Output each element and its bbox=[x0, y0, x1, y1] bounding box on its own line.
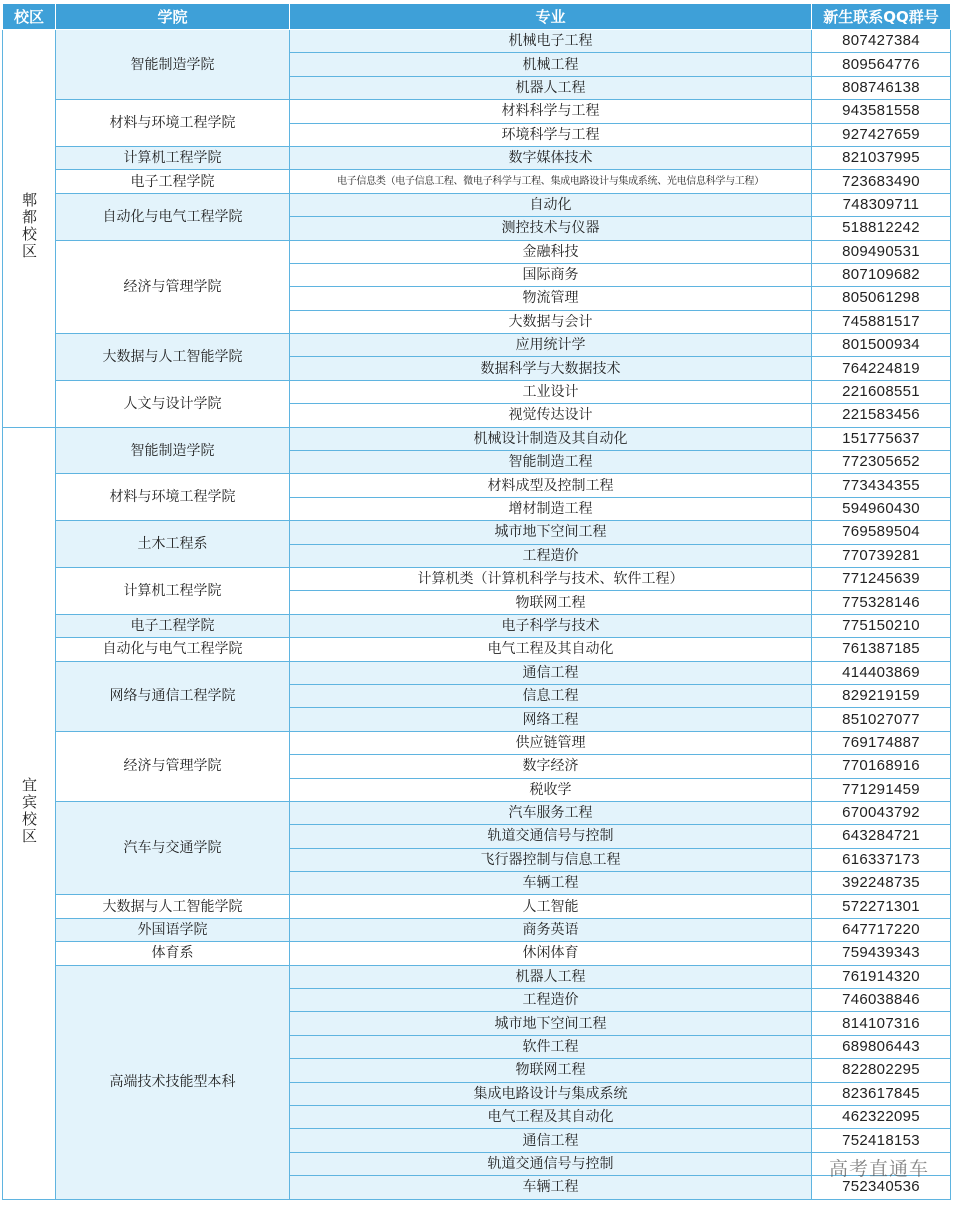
school-name: 自动化与电气工程学院 bbox=[56, 638, 290, 661]
qq-group-number: 392248735 bbox=[812, 872, 951, 895]
qq-group-number: 723683490 bbox=[812, 170, 951, 193]
major-name: 税收学 bbox=[290, 778, 812, 801]
qq-group-number: 764224819 bbox=[812, 357, 951, 380]
school-name: 材料与环境工程学院 bbox=[56, 100, 290, 147]
qq-group-number: 745881517 bbox=[812, 310, 951, 333]
qq-group-number: 572271301 bbox=[812, 895, 951, 918]
school-name: 土木工程系 bbox=[56, 521, 290, 568]
major-name: 软件工程 bbox=[290, 1035, 812, 1058]
qq-group-number: 769589504 bbox=[812, 521, 951, 544]
school-name: 智能制造学院 bbox=[56, 30, 290, 100]
major-name: 轨道交通信号与控制 bbox=[290, 825, 812, 848]
major-name: 环境科学与工程 bbox=[290, 123, 812, 146]
major-name: 商务英语 bbox=[290, 918, 812, 941]
major-name: 信息工程 bbox=[290, 684, 812, 707]
major-name: 数据科学与大数据技术 bbox=[290, 357, 812, 380]
major-name: 集成电路设计与集成系统 bbox=[290, 1082, 812, 1105]
qq-group-number: 822802295 bbox=[812, 1059, 951, 1082]
qq-group-number: 748309711 bbox=[812, 193, 951, 216]
major-name: 金融科技 bbox=[290, 240, 812, 263]
school-name: 大数据与人工智能学院 bbox=[56, 334, 290, 381]
school-name: 汽车与交通学院 bbox=[56, 801, 290, 895]
major-name: 城市地下空间工程 bbox=[290, 521, 812, 544]
qq-group-number: 821037995 bbox=[812, 146, 951, 169]
major-name: 车辆工程 bbox=[290, 1176, 812, 1199]
school-name: 电子工程学院 bbox=[56, 614, 290, 637]
qq-group-number: 221583456 bbox=[812, 404, 951, 427]
table-row bbox=[3, 942, 951, 965]
qq-group-number: 775150210 bbox=[812, 614, 951, 637]
major-name: 电气工程及其自动化 bbox=[290, 1105, 812, 1128]
major-name: 车辆工程 bbox=[290, 872, 812, 895]
table-row bbox=[3, 193, 951, 216]
school-name: 自动化与电气工程学院 bbox=[56, 193, 290, 240]
table-body bbox=[3, 30, 951, 1200]
qq-group-number: 761914320 bbox=[812, 965, 951, 988]
qq-group-number: 221608551 bbox=[812, 380, 951, 403]
qq-group-number: 462322095 bbox=[812, 1105, 951, 1128]
qq-group-number: 752418153 bbox=[812, 1129, 951, 1152]
table-row bbox=[3, 170, 951, 193]
table-row bbox=[3, 918, 951, 941]
major-name: 物流管理 bbox=[290, 287, 812, 310]
major-name: 物联网工程 bbox=[290, 1059, 812, 1082]
school-name: 计算机工程学院 bbox=[56, 146, 290, 169]
major-name: 物联网工程 bbox=[290, 591, 812, 614]
major-name: 自动化 bbox=[290, 193, 812, 216]
major-name: 人工智能 bbox=[290, 895, 812, 918]
qq-group-number: 752340536 bbox=[812, 1176, 951, 1199]
table-row bbox=[3, 614, 951, 637]
major-name: 通信工程 bbox=[290, 1129, 812, 1152]
watermark: 高考直通车 bbox=[828, 1158, 929, 1180]
qq-group-number: 807427384 bbox=[812, 30, 951, 53]
qq-group-number: 807109682 bbox=[812, 263, 951, 286]
campus-cell bbox=[3, 30, 56, 428]
major-name: 机器人工程 bbox=[290, 965, 812, 988]
major-name: 机器人工程 bbox=[290, 76, 812, 99]
major-name: 供应链管理 bbox=[290, 731, 812, 754]
table-row bbox=[3, 661, 951, 684]
school-name: 经济与管理学院 bbox=[56, 240, 290, 334]
major-name: 应用统计学 bbox=[290, 334, 812, 357]
major-name: 材料成型及控制工程 bbox=[290, 474, 812, 497]
qq-group-number: 805061298 bbox=[812, 287, 951, 310]
school-name: 经济与管理学院 bbox=[56, 731, 290, 801]
qq-group-number: 518812242 bbox=[812, 217, 951, 240]
school-name: 智能制造学院 bbox=[56, 427, 290, 474]
major-name: 电气工程及其自动化 bbox=[290, 638, 812, 661]
qq-group-number: 801500934 bbox=[812, 334, 951, 357]
table-row bbox=[3, 30, 951, 53]
qq-group-number: 151775637 bbox=[812, 427, 951, 450]
major-name: 测控技术与仪器 bbox=[290, 217, 812, 240]
qq-group-number: 771245639 bbox=[812, 567, 951, 590]
major-name: 轨道交通信号与控制 bbox=[290, 1152, 812, 1175]
school-name: 电子工程学院 bbox=[56, 170, 290, 193]
table-row bbox=[3, 567, 951, 590]
qq-group-number: 643284721 bbox=[812, 825, 951, 848]
qq-group-number: 808746138 bbox=[812, 76, 951, 99]
header-campus: 校区 bbox=[3, 4, 56, 30]
major-name: 工程造价 bbox=[290, 544, 812, 567]
qq-group-number: 594960430 bbox=[812, 497, 951, 520]
qq-group-number: 746038846 bbox=[812, 989, 951, 1012]
school-name: 外国语学院 bbox=[56, 918, 290, 941]
qq-group-number: 851027077 bbox=[812, 708, 951, 731]
major-name: 国际商务 bbox=[290, 263, 812, 286]
major-name: 工业设计 bbox=[290, 380, 812, 403]
qq-group-number: 809564776 bbox=[812, 53, 951, 76]
qq-group-number: 770168916 bbox=[812, 755, 951, 778]
major-name: 汽车服务工程 bbox=[290, 801, 812, 824]
school-name: 计算机工程学院 bbox=[56, 567, 290, 614]
major-name: 机械工程 bbox=[290, 53, 812, 76]
major-name: 机械设计制造及其自动化 bbox=[290, 427, 812, 450]
major-name: 材料科学与工程 bbox=[290, 100, 812, 123]
qq-group-number: 761387185 bbox=[812, 638, 951, 661]
table-row bbox=[3, 240, 951, 263]
table-row bbox=[3, 380, 951, 403]
qq-group-number: 829219159 bbox=[812, 684, 951, 707]
qq-group-number: 943581558 bbox=[812, 100, 951, 123]
qq-group-table bbox=[2, 3, 951, 1200]
qq-group-number: 771291459 bbox=[812, 778, 951, 801]
qq-group-number: 775328146 bbox=[812, 591, 951, 614]
school-name: 大数据与人工智能学院 bbox=[56, 895, 290, 918]
school-name: 人文与设计学院 bbox=[56, 380, 290, 427]
qq-group-number: 814107316 bbox=[812, 1012, 951, 1035]
school-name: 材料与环境工程学院 bbox=[56, 474, 290, 521]
header-school: 学院 bbox=[56, 4, 290, 30]
school-name: 网络与通信工程学院 bbox=[56, 661, 290, 731]
major-name: 数字经济 bbox=[290, 755, 812, 778]
table-row bbox=[3, 965, 951, 988]
major-name: 智能制造工程 bbox=[290, 451, 812, 474]
major-name: 通信工程 bbox=[290, 661, 812, 684]
table-row bbox=[3, 100, 951, 123]
table-row bbox=[3, 334, 951, 357]
qq-group-number: 759439343 bbox=[812, 942, 951, 965]
major-name: 增材制造工程 bbox=[290, 497, 812, 520]
major-name: 大数据与会计 bbox=[290, 310, 812, 333]
table-row bbox=[3, 638, 951, 661]
qq-group-number: 773434355 bbox=[812, 474, 951, 497]
major-name: 飞行器控制与信息工程 bbox=[290, 848, 812, 871]
qq-group-number: 927427659 bbox=[812, 123, 951, 146]
school-name: 高端技术技能型本科 bbox=[56, 965, 290, 1199]
qq-group-number: 689806443 bbox=[812, 1035, 951, 1058]
major-name: 城市地下空间工程 bbox=[290, 1012, 812, 1035]
qq-group-number: 770739281 bbox=[812, 544, 951, 567]
qq-group-number: 616337173 bbox=[812, 848, 951, 871]
qq-group-number: 647717220 bbox=[812, 918, 951, 941]
header-major: 专业 bbox=[290, 4, 812, 30]
table-row bbox=[3, 731, 951, 754]
campus-name: 郫都校区 bbox=[20, 192, 38, 261]
major-name: 网络工程 bbox=[290, 708, 812, 731]
campus-name: 宜宾校区 bbox=[20, 777, 38, 846]
table-row bbox=[3, 895, 951, 918]
campus-cell bbox=[3, 427, 56, 1199]
major-name: 工程造价 bbox=[290, 989, 812, 1012]
major-name: 电子信息类（电子信息工程、微电子科学与工程、集成电路设计与集成系统、光电信息科学与工程） bbox=[290, 170, 812, 193]
qq-group-number: 823617845 bbox=[812, 1082, 951, 1105]
major-name: 休闲体育 bbox=[290, 942, 812, 965]
table-row bbox=[3, 146, 951, 169]
qq-group-number: 772305652 bbox=[812, 451, 951, 474]
qq-group-number: 769174887 bbox=[812, 731, 951, 754]
table-row bbox=[3, 427, 951, 450]
qq-group-number: 670043792 bbox=[812, 801, 951, 824]
major-name: 计算机类（计算机科学与技术、软件工程） bbox=[290, 567, 812, 590]
header-qq: 新生联系QQ群号 bbox=[812, 4, 951, 30]
major-name: 数字媒体技术 bbox=[290, 146, 812, 169]
table-header-row bbox=[3, 4, 951, 30]
major-name: 机械电子工程 bbox=[290, 30, 812, 53]
qq-group-number: 414403869 bbox=[812, 661, 951, 684]
major-name: 视觉传达设计 bbox=[290, 404, 812, 427]
table-row bbox=[3, 801, 951, 824]
table-row bbox=[3, 521, 951, 544]
table-row bbox=[3, 474, 951, 497]
qq-group-number: 809490531 bbox=[812, 240, 951, 263]
major-name: 电子科学与技术 bbox=[290, 614, 812, 637]
school-name: 体育系 bbox=[56, 942, 290, 965]
